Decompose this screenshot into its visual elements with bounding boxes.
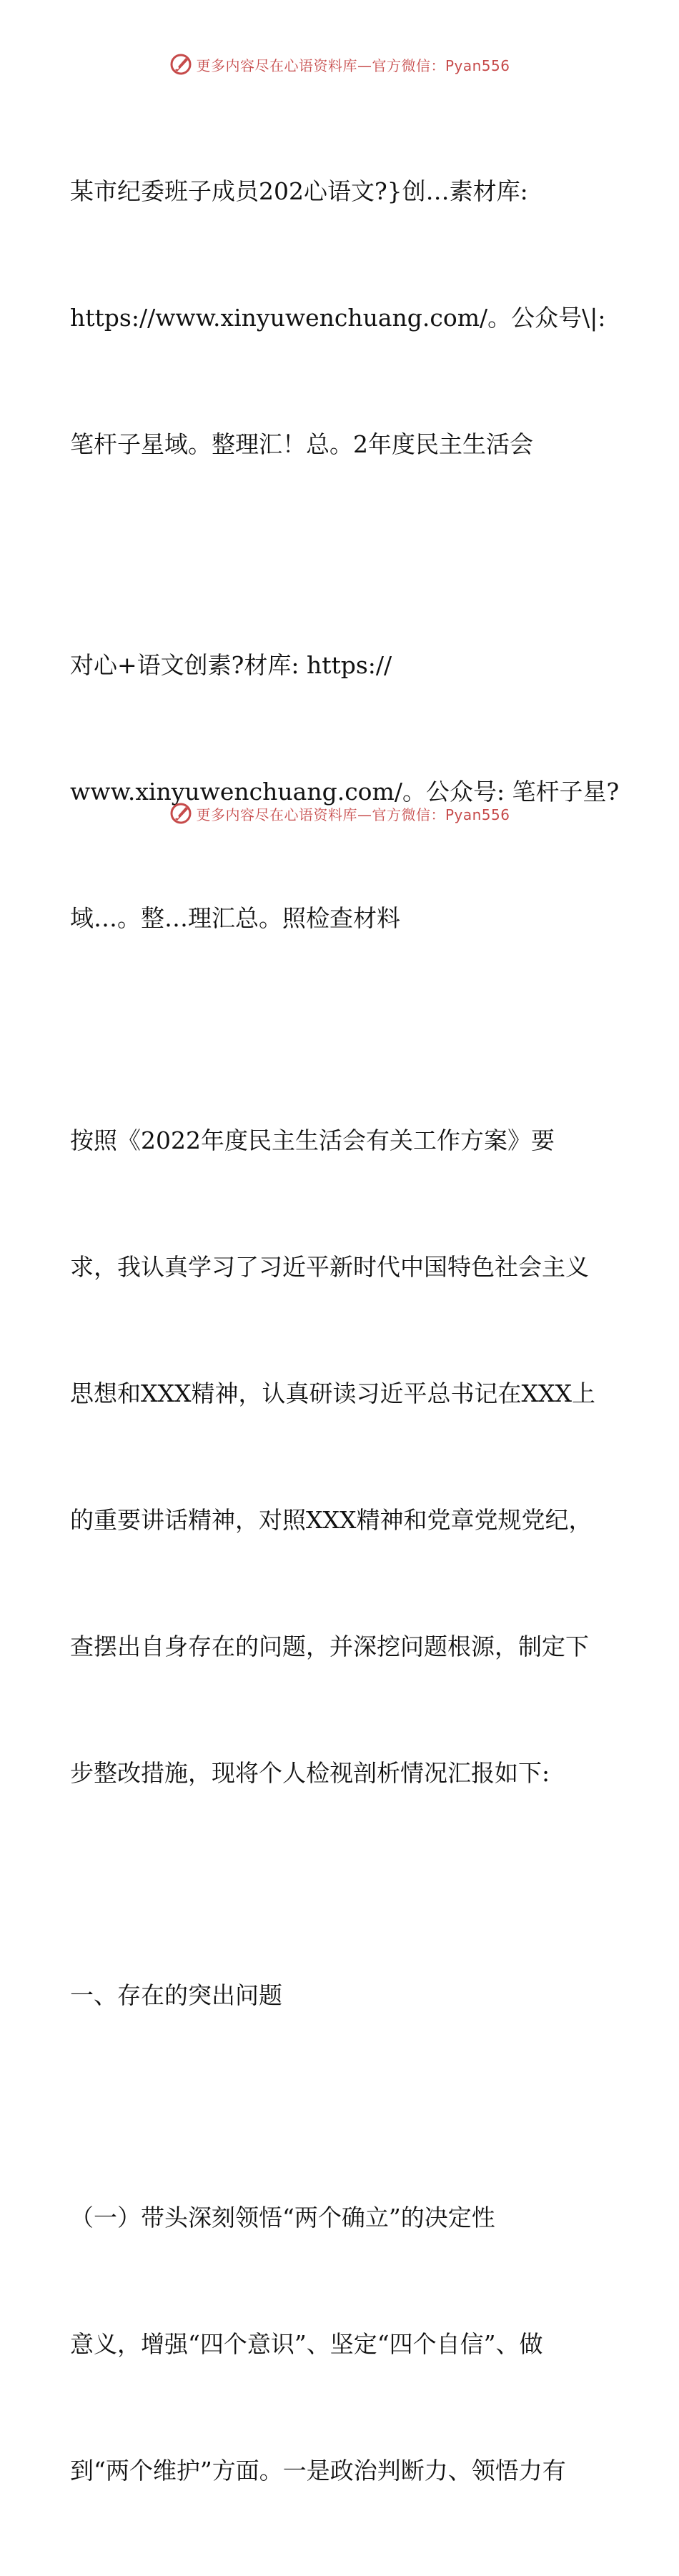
text-line: 某市纪委班子成员202心语文?}创…素材库: <box>70 177 528 205</box>
text-line: www.xinyuwenchuang.com/。公众号: 笔杆子星? <box>70 778 620 806</box>
banner-text: 更多内容尽在心语资料库—官方微信：Pyan556 <box>196 56 510 74</box>
text-line: 按照《2022年度民主生活会有关工作方案》要 <box>70 1126 555 1154</box>
body-paragraph <box>70 2112 613 2576</box>
text-line: （一）带头深刻领悟“两个确立”的决定性 <box>70 2204 495 2231</box>
intro-paragraph <box>70 1035 613 1878</box>
text-line: 域…。整…理汇总。照检查材料 <box>70 904 400 932</box>
pen-quill-icon <box>169 52 193 76</box>
banner-text: 更多内容尽在心语资料库—官方微信：Pyan556 <box>196 806 510 823</box>
subtitle-paragraph <box>70 560 620 1024</box>
document-body <box>70 86 620 2576</box>
text-line: 求，我认真学习了习近平新时代中国特色社会主义 <box>70 1253 589 1281</box>
text-line: 意义，增强“四个意识”、坚定“四个自信”、做 <box>70 2330 543 2358</box>
text-line: 对心+语文创素?材库: https:// <box>70 651 392 679</box>
pen-quill-icon <box>169 801 193 826</box>
text-line: 到“两个维护”方面。一是政治判断力、领悟力有 <box>70 2457 566 2485</box>
footer-banner <box>0 799 679 828</box>
text-line: 笔杆子星域。整理汇！总。2年度民主生活会 <box>70 430 533 458</box>
text-line: 查摆出自身存在的问题，并深挖问题根源，制定下 <box>70 1633 589 1660</box>
section-heading <box>70 1890 613 2101</box>
heading-line: 一、存在的突出问题 <box>70 1981 282 2009</box>
text-line: 的重要讲话精神，对照XXX精神和党章党规党纪， <box>70 1506 593 1534</box>
text-line: 思想和XXX精神，认真研读习近平总书记在XXX上 <box>70 1379 595 1407</box>
title-paragraph <box>70 86 613 550</box>
text-line: https://www.xinyuwenchuang.com/。公众号\|: <box>70 304 606 332</box>
header-banner <box>0 50 679 79</box>
text-line: 步整改措施，现将个人检视剖析情况汇报如下: <box>70 1759 550 1787</box>
